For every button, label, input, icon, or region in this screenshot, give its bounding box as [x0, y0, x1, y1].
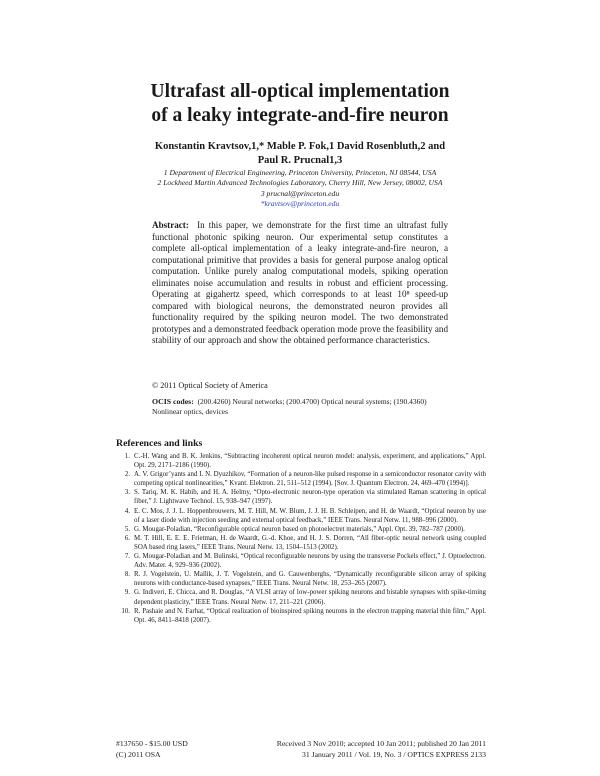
reference-number: 10.	[121, 607, 130, 615]
author-list	[120, 140, 480, 167]
reference-item	[116, 552, 486, 570]
reference-text: C.-H. Wang and B. K. Jenkins, “Subtracting incoherent optical neuron model: analysis, experiment, and applications,” Appl. Opt. 29, 2171–2186 (1990).	[134, 453, 486, 470]
footer-citation: 31 January 2011 / Vol. 19, No. 3 / OPTICS EXPRESS 2133	[302, 749, 486, 759]
footer-price: #137650 - $15.00 USD	[116, 739, 188, 748]
footer-copyright: (C) 2011 OSA	[116, 749, 161, 759]
reference-text: R. J. Vogelstein, U. Mallik, J. T. Vogelstein, and G. Cauwenberghs, “Dynamically reconfigurable silicon array of spiking neurons with conductance-based synapses,” IEEE Trans. Neural Netw. 18, 253–265 (2007).	[134, 571, 486, 588]
affiliation-3: 3 prucnal@princeton.edu	[260, 188, 340, 198]
paper-title	[80, 80, 520, 128]
abstract-label: Abstract:	[152, 220, 189, 230]
footer-dates: Received 3 Nov 2010; accepted 10 Jan 2011; published 20 Jan 2011	[276, 739, 486, 748]
reference-text: G. Mougar-Poladian, “Reconfigurable optical neuron based on photoelectret materials,” Appl. Opt. 39, 782–787 (2000).	[134, 525, 465, 533]
reference-number: 8.	[124, 571, 130, 579]
footer-left	[116, 739, 276, 760]
ocis-codes	[152, 397, 448, 418]
title-line-1: Ultrafast all-optical implementation	[150, 81, 450, 102]
footer-right	[255, 739, 486, 760]
reference-number: 4.	[124, 507, 130, 515]
reference-number: 2.	[124, 471, 130, 479]
reference-item	[116, 570, 486, 588]
reference-text: G. Mougar-Poladian and M. Bulinski, “Optical reconfigurable neurons by using the transverse Pockels effect,” J. Optoelectron. Adv. Mater. 4, 929–936 (2002).	[134, 553, 486, 570]
authors-line-2: Paul R. Prucnal1,3	[257, 154, 343, 166]
reference-item	[116, 607, 486, 625]
abstract-text: In this paper, we demonstrate for the first time an ultrafast fully functional photonic spiking neuron. Our experimental setup constitutes a complete all-optical implementation of a leaky integrate-and-fire neuron, a computational primitive that provides a basis for general purpose analog optical computation. Unlike purely analog computational models, spiking operation eliminates noise accumulation and results in robust and efficient processing. Operating at gigahertz speed, which corresponds to at least 10⁸ speed-up compared with biological neurons, the demonstrated neuron provides all functionality required by the spiking neuron model. The two demonstrated prototypes and a demonstrated feedback operation mode prove the feasibility and stability of our approach and show the obtained performance characteristics.	[152, 220, 449, 346]
reference-text: M. T. Hill, E. E. E. Frietman, H. de Waardt, G.-d. Khoe, and H. J. S. Dorren, “All fiber-optic neural network using coupled SOA based ring lasers,” IEEE Trans. Neural Netw. 13, 1504–1513 (2002).	[134, 534, 486, 551]
reference-item	[116, 525, 486, 534]
reference-item	[116, 534, 486, 552]
reference-text: A. V. Grigor’yants and I. N. Dyuzhikov, “Formation of a neuron-like pulsed response in a semiconductor resonator cavity with competing optical nonlinearities,” Kvant. Elektron. 21, 511–512 (1994). [Sov. J. Quantum Electron. 24, 469–470 (1994)].	[134, 471, 486, 488]
copyright-notice: © 2011 Optical Society of America	[152, 381, 268, 390]
abstract	[152, 220, 448, 347]
affiliations	[120, 168, 480, 209]
reference-number: 7.	[124, 553, 130, 561]
title-line-2: of a leaky integrate-and-fire neuron	[151, 105, 449, 126]
references-list	[116, 452, 486, 625]
reference-number: 9.	[124, 589, 130, 597]
references-heading: References and links	[116, 438, 203, 449]
reference-item	[116, 588, 486, 606]
ocis-text: (200.4260) Neural networks; (200.4700) Optical neural systems; (190.4360) Nonlinear optics, devices	[152, 397, 427, 417]
reference-number: 1.	[124, 453, 130, 460]
affiliation-2: 2 Lockheed Martin Advanced Technologies Laboratory, Cherry Hill, New Jersey, 08002, USA	[157, 178, 443, 188]
reference-text: R. Pashaie and N. Farhat, “Optical realization of bioinspired spiking neurons in the electron trapping material thin film,” Appl. Opt. 46, 8411–8418 (2007).	[134, 607, 486, 624]
corresponding-email-link[interactable]: *kravtsov@princeton.edu	[260, 198, 340, 208]
reference-text: S. Tariq, M. K. Habib, and H. A. Helmy, “Opto-electronic neuron-type operation via stimulated Raman scattering in optical fiber,” J. Lightwave Technol. 15, 938–947 (1997).	[134, 489, 486, 506]
reference-text: E. C. Mos, J. J. L. Hoppenbrouwers, M. T. Hill, M. W. Blum, J. J. H. B. Schleipen, and H. de Waardt, “Optical neuron by use of a laser diode with injection seeding and external optical feedback,” IEEE Trans. Neural Netw. 11, 988–996 (2000).	[134, 507, 486, 524]
reference-text: G. Indiveri, E. Chicca, and R. Douglas, “A VLSI array of low-power spiking neurons and bistable synapses with spike-timing dependent plasticity,” IEEE Trans. Neural Netw. 17, 211–221 (2006).	[134, 589, 486, 606]
reference-item	[116, 488, 486, 506]
affiliation-1: 1 Department of Electrical Engineering, Princeton University, Princeton, NJ 08544, USA	[163, 168, 437, 177]
reference-item	[116, 507, 486, 525]
authors-line-1: Konstantin Kravtsov,1,* Mable P. Fok,1 David Rosenbluth,2 and	[154, 141, 446, 152]
reference-number: 3.	[124, 489, 130, 497]
reference-number: 6.	[124, 534, 130, 542]
reference-item	[116, 452, 486, 470]
reference-item	[116, 470, 486, 488]
ocis-label: OCIS codes:	[152, 397, 194, 406]
reference-number: 5.	[124, 525, 130, 533]
